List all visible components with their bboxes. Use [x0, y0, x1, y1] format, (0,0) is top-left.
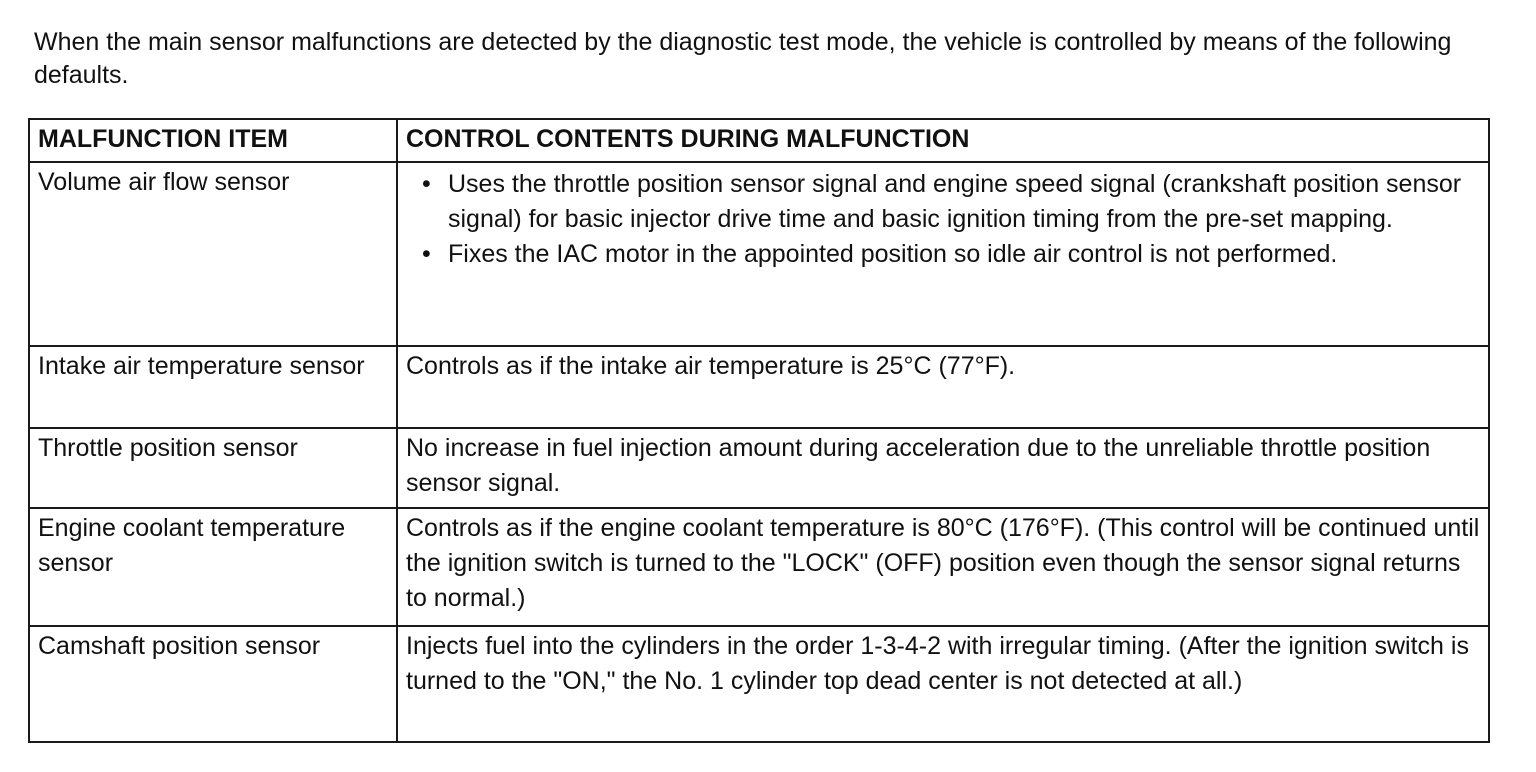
malfunction-item-cell: Throttle position sensor [29, 428, 397, 508]
bullet-icon: • [422, 170, 431, 198]
header-malfunction-item: MALFUNCTION ITEM [29, 119, 397, 162]
malfunction-item-cell: Intake air temperature sensor [29, 346, 397, 428]
table-header-row [29, 119, 1489, 162]
control-contents-cell [397, 162, 1489, 346]
malfunction-item-cell: Volume air flow sensor [29, 162, 397, 346]
table-row [29, 428, 1489, 508]
bullet-icon: • [422, 240, 431, 268]
defaults-table [28, 118, 1490, 743]
control-contents-cell: No increase in fuel injection amount during acceleration due to the unreliable throttle position sensor signal. [397, 428, 1489, 508]
control-contents-cell: Injects fuel into the cylinders in the order 1-3-4-2 with irregular timing. (After the ignition switch is turned to the "ON," the No. 1 cylinder top dead center is not detected at all.) [397, 626, 1489, 742]
control-contents-cell: Controls as if the intake air temperature is 25°C (77°F). [397, 346, 1489, 428]
list-item [422, 167, 1480, 237]
list-item [422, 237, 1480, 272]
control-bullet-list [406, 167, 1480, 272]
bullet-text: Fixes the IAC motor in the appointed position so idle air control is not performed. [448, 240, 1338, 268]
table-row [29, 346, 1489, 428]
table-row [29, 162, 1489, 346]
table-row [29, 508, 1489, 626]
malfunction-item-cell: Engine coolant temperature sensor [29, 508, 397, 626]
header-control-contents: CONTROL CONTENTS DURING MALFUNCTION [397, 119, 1489, 162]
malfunction-item-cell: Camshaft position sensor [29, 626, 397, 742]
table-row [29, 626, 1489, 742]
bullet-text: Uses the throttle position sensor signal and engine speed signal (crankshaft position sensor signal) for basic injector drive time and basic ignition timing from the pre-set mapping. [448, 170, 1462, 233]
intro-paragraph: When the main sensor malfunctions are detected by the diagnostic test mode, the vehicle is controlled by means of the following defaults. [34, 28, 1452, 89]
control-contents-cell: Controls as if the engine coolant temperature is 80°C (176°F). (This control will be continued until the ignition switch is turned to the "LOCK" (OFF) position even though the sensor signal returns to normal.) [397, 508, 1489, 626]
